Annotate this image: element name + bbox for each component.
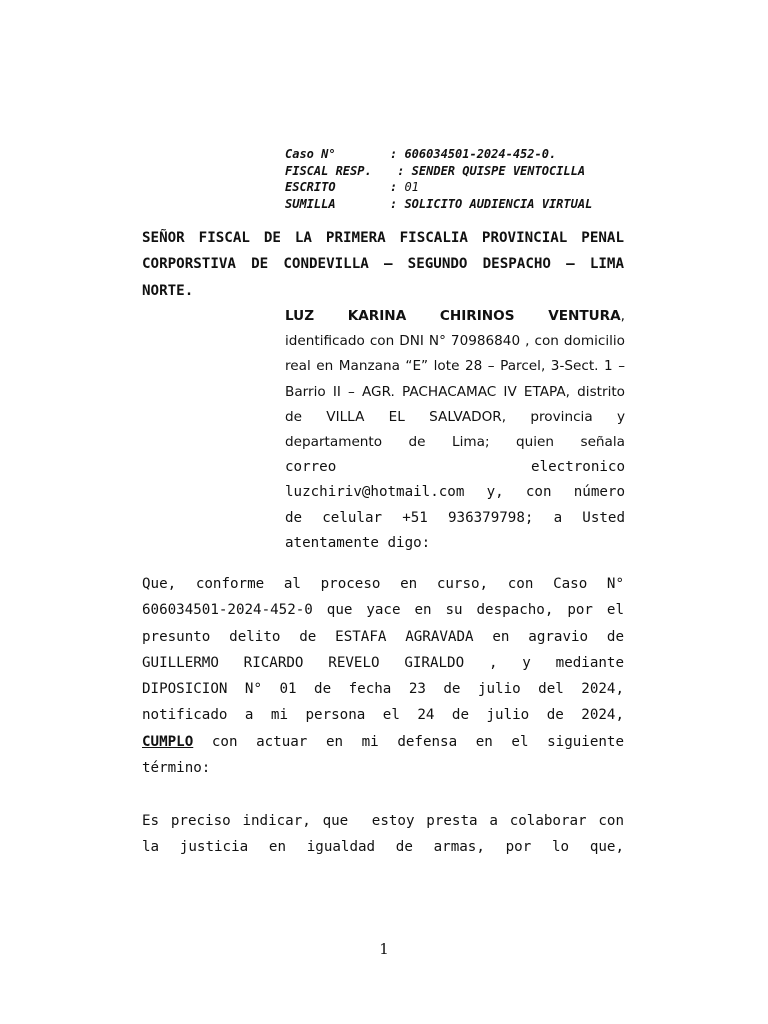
petitioner-name-suffix: ,: [620, 308, 625, 324]
intro-line: real en Manzana “E” lote 28 – Parcel, 3-Sect. 1 –: [285, 358, 625, 375]
paragraph-2: [142, 808, 624, 861]
intro-line: Barrio II – AGR. PACHACAMAC IV ETAPA, distrito: [285, 383, 625, 400]
petitioner-name-line: [285, 304, 625, 329]
paragraph-line: GUILLERMO RICARDO REVELO GIRALDO , y mediante: [142, 654, 624, 671]
petitioner-intro: [285, 304, 625, 556]
sumilla-row: [285, 196, 625, 213]
fiscal-value: : SENDER QUISPE VENTOCILLA: [390, 163, 586, 178]
intro-line: de VILLA EL SALVADOR, provincia y: [285, 408, 625, 425]
paragraph-line: término:: [142, 760, 211, 777]
paragraph-line: presunto delito de ESTAFA AGRAVADA en agravio de: [142, 628, 624, 645]
cumplo-line: [142, 729, 624, 755]
escrito-separator: :: [390, 180, 405, 195]
escrito-value: 01: [404, 180, 419, 195]
addressee-title: [142, 225, 624, 304]
paragraph-line: la justicia en igualdad de armas, por lo que,: [142, 839, 624, 856]
fiscal-row: [285, 163, 625, 180]
page-number: 1: [379, 940, 389, 958]
title-line: SEÑOR FISCAL DE LA PRIMERA FISCALIA PROVINCIAL PENAL: [142, 230, 624, 246]
intro-line: atentamente digo:: [285, 534, 431, 551]
paragraph-line: DIPOSICION N° 01 de fecha 23 de julio del 2024,: [142, 681, 624, 698]
intro-phone-line: de celular +51 936379798; a Usted: [285, 509, 625, 526]
title-line: CORPORSTIVA DE CONDEVILLA – SEGUNDO DESPACHO – LIMA: [142, 256, 624, 273]
escrito-row: [285, 179, 625, 196]
sumilla-label: SUMILLA: [285, 197, 336, 212]
case-number-row: [285, 146, 625, 163]
paragraph-line: notificado a mi persona el 24 de julio de 2024,: [142, 707, 624, 724]
case-number-label: Caso N°: [285, 147, 336, 161]
paragraph-line: Que, conforme al proceso en curso, con Caso N°: [142, 576, 624, 592]
cumplo-word: CUMPLO: [142, 733, 194, 750]
paragraph-1: [142, 571, 624, 781]
case-header: [285, 146, 625, 213]
intro-email-line: luzchiriv@hotmail.com y, con número: [285, 484, 625, 501]
paragraph-line: 606034501-2024-452-0 que yace en su despacho, por el: [142, 602, 624, 619]
fiscal-label: FISCAL RESP.: [285, 163, 372, 178]
intro-line: departamento de Lima; quien señala: [285, 433, 625, 450]
case-number-value: : 606034501-2024-452-0.: [390, 147, 557, 161]
petitioner-name: LUZ KARINA CHIRINOS VENTURA: [285, 308, 621, 324]
title-line: NORTE.: [142, 282, 194, 299]
intro-line: identificado con DNI N° 70986840 , con domicilio: [285, 333, 625, 350]
paragraph-line: Es preciso indicar, que estoy presta a colaborar con: [142, 813, 624, 829]
intro-line: correo electronico: [285, 459, 625, 476]
escrito-label: ESCRITO: [285, 180, 336, 195]
cumplo-rest: con actuar en mi defensa en el siguiente: [193, 733, 624, 750]
sumilla-value: : SOLICITO AUDIENCIA VIRTUAL: [390, 197, 593, 212]
